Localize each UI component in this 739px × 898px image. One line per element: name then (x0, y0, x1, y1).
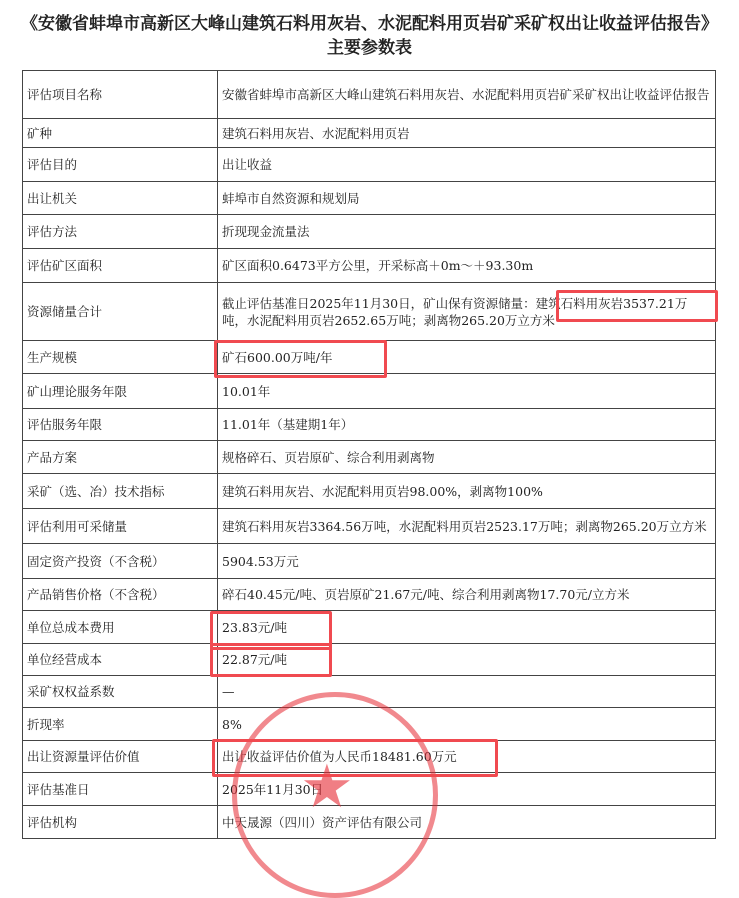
title-line-2: 主要参数表 (327, 38, 412, 58)
param-name: 出让资源量评估价值 (23, 741, 218, 773)
param-value: 建筑石料用灰岩、水泥配料用页岩 (218, 119, 716, 148)
param-name: 生产规模 (23, 341, 218, 374)
table-row (23, 676, 716, 708)
param-value: 10.01年 (218, 374, 716, 409)
param-name: 评估项目名称 (23, 71, 218, 119)
param-value: 折现现金流量法 (218, 215, 716, 249)
table-row (23, 148, 716, 182)
seal-star-icon: ★ (300, 752, 354, 822)
param-value: 出让收益评估价值为人民币18481.60万元 (218, 741, 716, 773)
param-value: 碎石40.45元/吨、页岩原矿21.67元/吨、综合利用剥离物17.70元/立方米 (218, 579, 716, 611)
param-name: 矿种 (23, 119, 218, 148)
param-name: 采矿（选、冶）技术指标 (23, 474, 218, 509)
param-value: 矿区面积0.6473平方公里，开采标高＋0m～＋93.30m (218, 249, 716, 283)
param-value: 规格碎石、页岩原矿、综合利用剥离物 (218, 441, 716, 474)
param-name: 资源储量合计 (23, 283, 218, 341)
param-value: 5904.53万元 (218, 544, 716, 579)
param-name: 矿山理论服务年限 (23, 374, 218, 409)
table-row (23, 283, 716, 341)
param-value: 23.83元/吨 (218, 611, 716, 644)
param-value: 建筑石料用灰岩3364.56万吨，水泥配料用页岩2523.17万吨；剥离物265.20万立方米 (218, 509, 716, 544)
table-row (23, 611, 716, 644)
param-name: 折现率 (23, 708, 218, 741)
table-row (23, 806, 716, 839)
table-row (23, 644, 716, 676)
param-value: 安徽省蚌埠市高新区大峰山建筑石料用灰岩、水泥配料用页岩矿采矿权出让收益评估报告 (218, 71, 716, 119)
table-row (23, 773, 716, 806)
param-value: 建筑石料用灰岩、水泥配料用页岩98.00%，剥离物100% (218, 474, 716, 509)
param-name: 评估基准日 (23, 773, 218, 806)
param-name: 单位总成本费用 (23, 611, 218, 644)
table-row (23, 215, 716, 249)
param-value: 中天晟源（四川）资产评估有限公司 (218, 806, 716, 839)
table-row (23, 708, 716, 741)
param-value: 出让收益 (218, 148, 716, 182)
param-name: 产品销售价格（不含税） (23, 579, 218, 611)
document-title (0, 12, 739, 60)
title-line-1: 《安徽省蚌埠市高新区大峰山建筑石料用灰岩、水泥配料用页岩矿采矿权出让收益评估报告》 (21, 14, 718, 34)
table-row (23, 441, 716, 474)
param-name: 出让机关 (23, 182, 218, 215)
param-name: 采矿权权益系数 (23, 676, 218, 708)
parameter-table (22, 70, 716, 839)
table-row (23, 409, 716, 441)
table-row (23, 182, 716, 215)
param-value: 22.87元/吨 (218, 644, 716, 676)
param-value: 11.01年（基建期1年） (218, 409, 716, 441)
table-row (23, 71, 716, 119)
table-row (23, 509, 716, 544)
param-value: — (218, 676, 716, 708)
table-row (23, 741, 716, 773)
param-value: 截止评估基准日2025年11月30日，矿山保有资源储量：建筑石料用灰岩3537.21万吨，水泥配料用页岩2652.65万吨；剥离物265.20万立方米 (218, 283, 716, 341)
param-name: 固定资产投资（不含税） (23, 544, 218, 579)
param-name: 评估目的 (23, 148, 218, 182)
param-value: 蚌埠市自然资源和规划局 (218, 182, 716, 215)
table-row (23, 119, 716, 148)
param-name: 产品方案 (23, 441, 218, 474)
table-row (23, 374, 716, 409)
param-name: 评估机构 (23, 806, 218, 839)
param-value: 2025年11月30日 (218, 773, 716, 806)
param-name: 评估利用可采储量 (23, 509, 218, 544)
param-name: 评估方法 (23, 215, 218, 249)
param-name: 评估矿区面积 (23, 249, 218, 283)
param-name: 单位经营成本 (23, 644, 218, 676)
param-value: 8% (218, 708, 716, 741)
param-name: 评估服务年限 (23, 409, 218, 441)
table-row (23, 249, 716, 283)
param-value: 矿石600.00万吨/年 (218, 341, 716, 374)
table-row (23, 341, 716, 374)
table-row (23, 579, 716, 611)
table-row (23, 544, 716, 579)
table-row (23, 474, 716, 509)
